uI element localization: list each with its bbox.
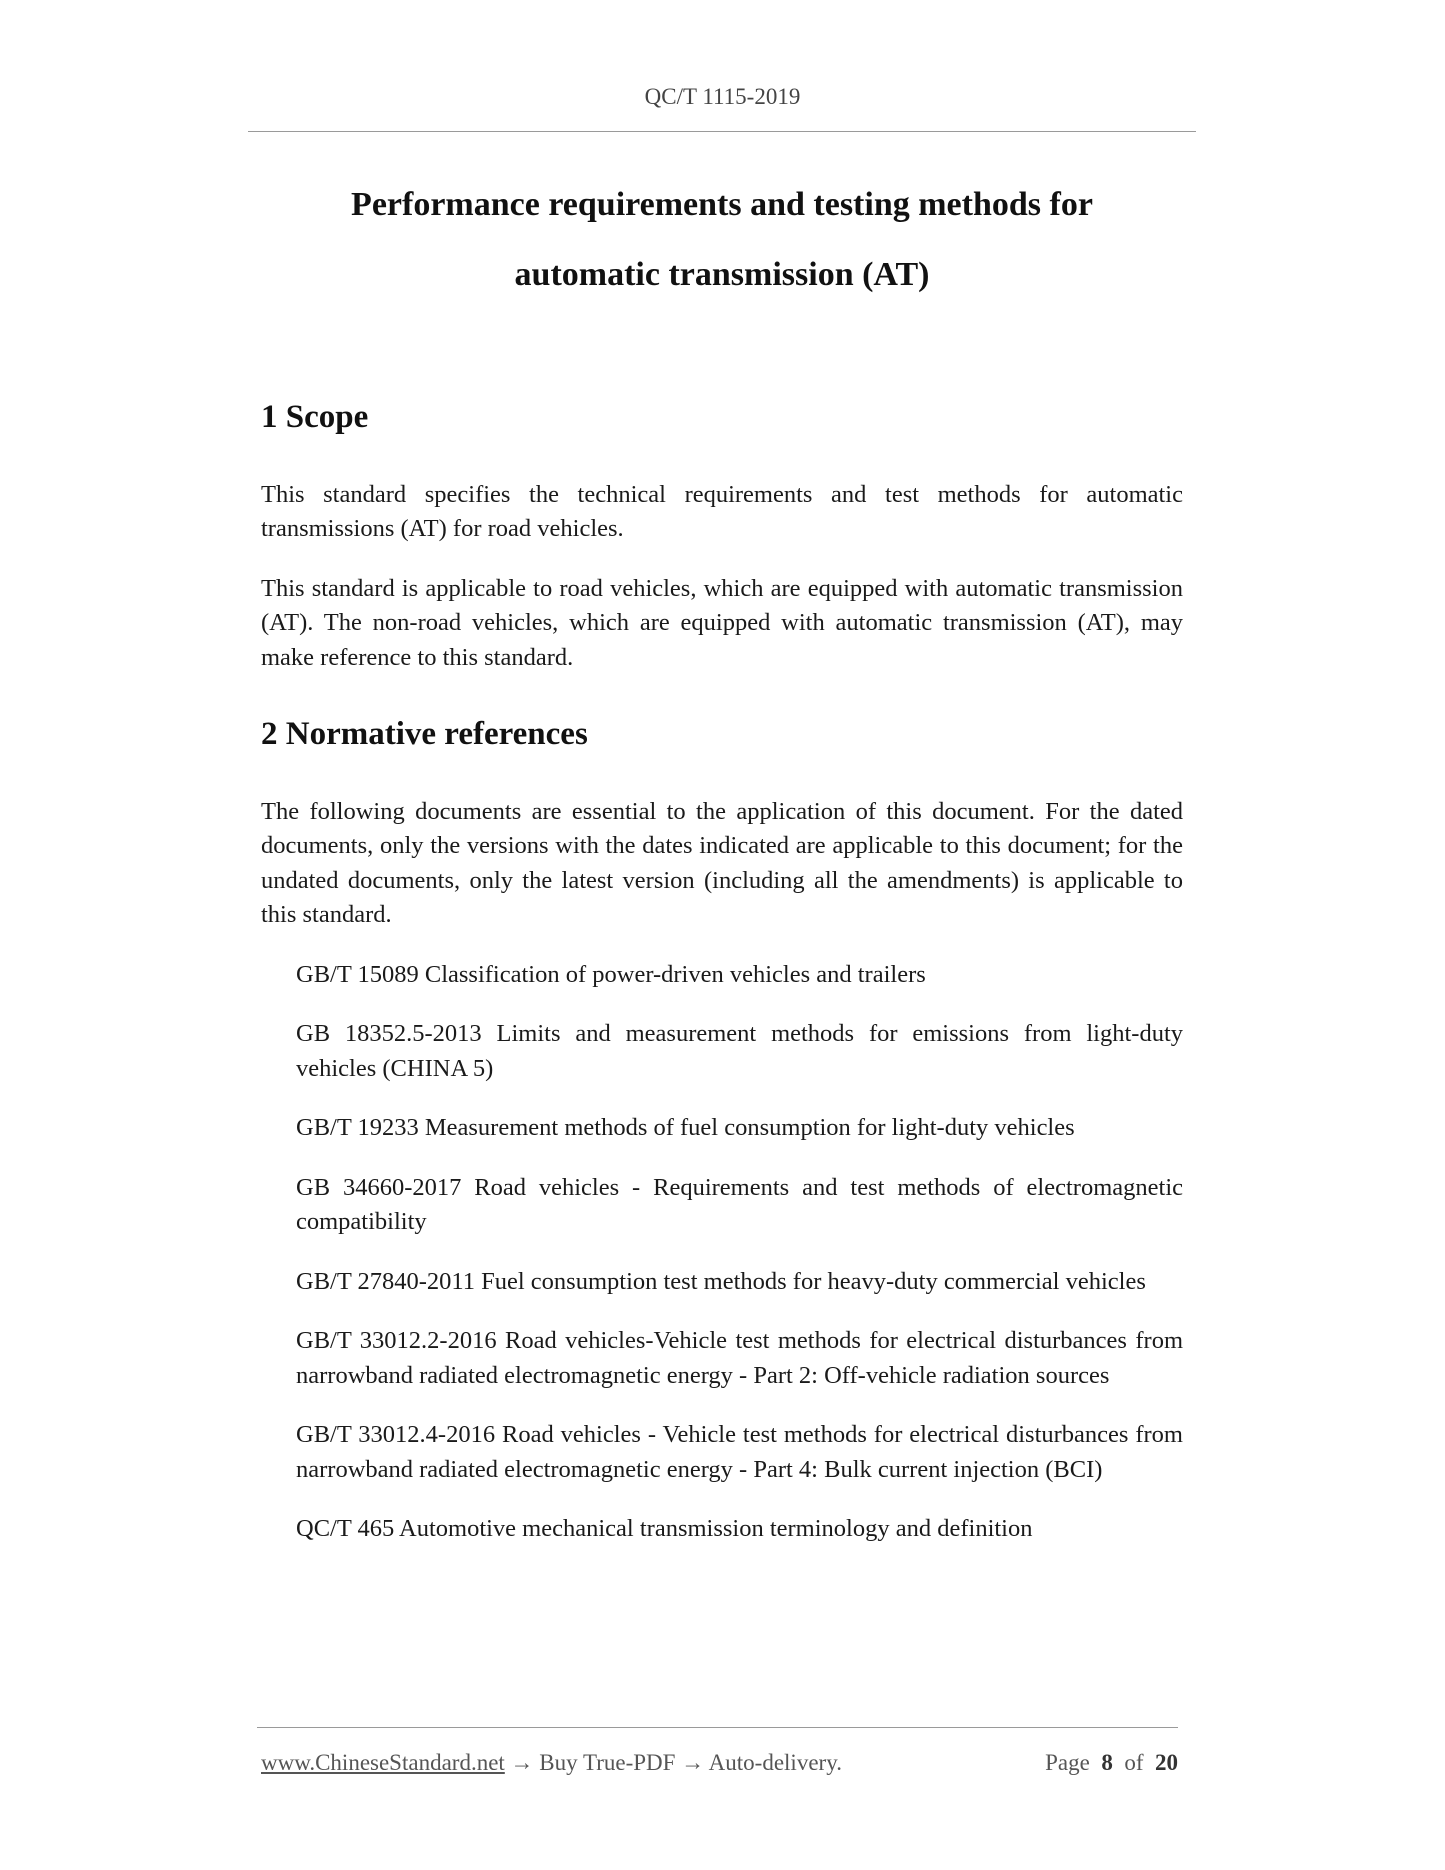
title-line-1: Performance requirements and testing methods for (351, 186, 1093, 223)
document-title (248, 170, 1196, 310)
scope-paragraph-2: This standard is applicable to road vehicles, which are equipped with automatic transmission (AT). The non-road vehicles, which are equipped with automatic transmission (AT), may make reference to this standard. (261, 574, 1183, 671)
arrow-right-icon: → (681, 1750, 705, 1775)
arrow-right-icon: → (510, 1750, 534, 1775)
reference-item: GB/T 27840-2011 Fuel consumption test methods for heavy-duty commercial vehicles (296, 1267, 1146, 1295)
reference-item: GB/T 15089 Classification of power-driven vehicles and trailers (296, 960, 926, 988)
references-intro-paragraph: The following documents are essential to the application of this document. For the dated documents, only the versions with the dates indicated are applicable to this document; for the undated documents, only the latest version (including all the amendments) is applicable to this standard. (261, 797, 1183, 929)
reference-item: QC/T 465 Automotive mechanical transmission terminology and definition (296, 1515, 1033, 1543)
reference-item: GB/T 19233 Measurement methods of fuel consumption for light-duty vehicles (296, 1114, 1075, 1142)
total-page-count: 20 (1155, 1750, 1178, 1775)
document-body (261, 398, 1183, 1572)
page-number-indicator (1045, 1750, 1178, 1776)
document-code-header: QC/T 1115-2019 (644, 84, 801, 109)
title-line-2: automatic transmission (AT) (514, 256, 930, 293)
chinesestandard-link[interactable]: www.ChineseStandard.net (261, 1750, 505, 1775)
current-page-number: 8 (1101, 1750, 1113, 1775)
reference-item: GB/T 33012.2-2016 Road vehicles-Vehicle test methods for electrical disturbances from narrowband radiated electromagnetic energy - Part 2: Off-vehicle radiation sources (296, 1327, 1183, 1389)
section-heading-normative-references: 2 Normative references (261, 716, 588, 753)
reference-item: GB 18352.5-2013 Limits and measurement methods for emissions from light-duty vehicles (CHINA 5) (296, 1020, 1183, 1082)
header-divider (248, 131, 1196, 132)
footer-purchase-info (261, 1750, 842, 1776)
buy-true-pdf-text: Buy True-PDF (539, 1750, 676, 1775)
section-heading-scope: 1 Scope (261, 399, 369, 435)
page-label: Page (1045, 1750, 1090, 1775)
auto-delivery-text: Auto-delivery. (708, 1750, 842, 1775)
footer-divider (257, 1727, 1178, 1728)
scope-paragraph-1: This standard specifies the technical requirements and test methods for automatic transmissions (AT) for road vehicles. (261, 480, 1183, 543)
of-label: of (1124, 1750, 1144, 1775)
reference-item: GB 34660-2017 Road vehicles - Requirements and test methods of electromagnetic compatibility (296, 1173, 1183, 1236)
reference-item: GB/T 33012.4-2016 Road vehicles - Vehicle test methods for electrical disturbances from narrowband radiated electromagnetic energy - Part 4: Bulk current injection (BCI) (296, 1421, 1183, 1483)
